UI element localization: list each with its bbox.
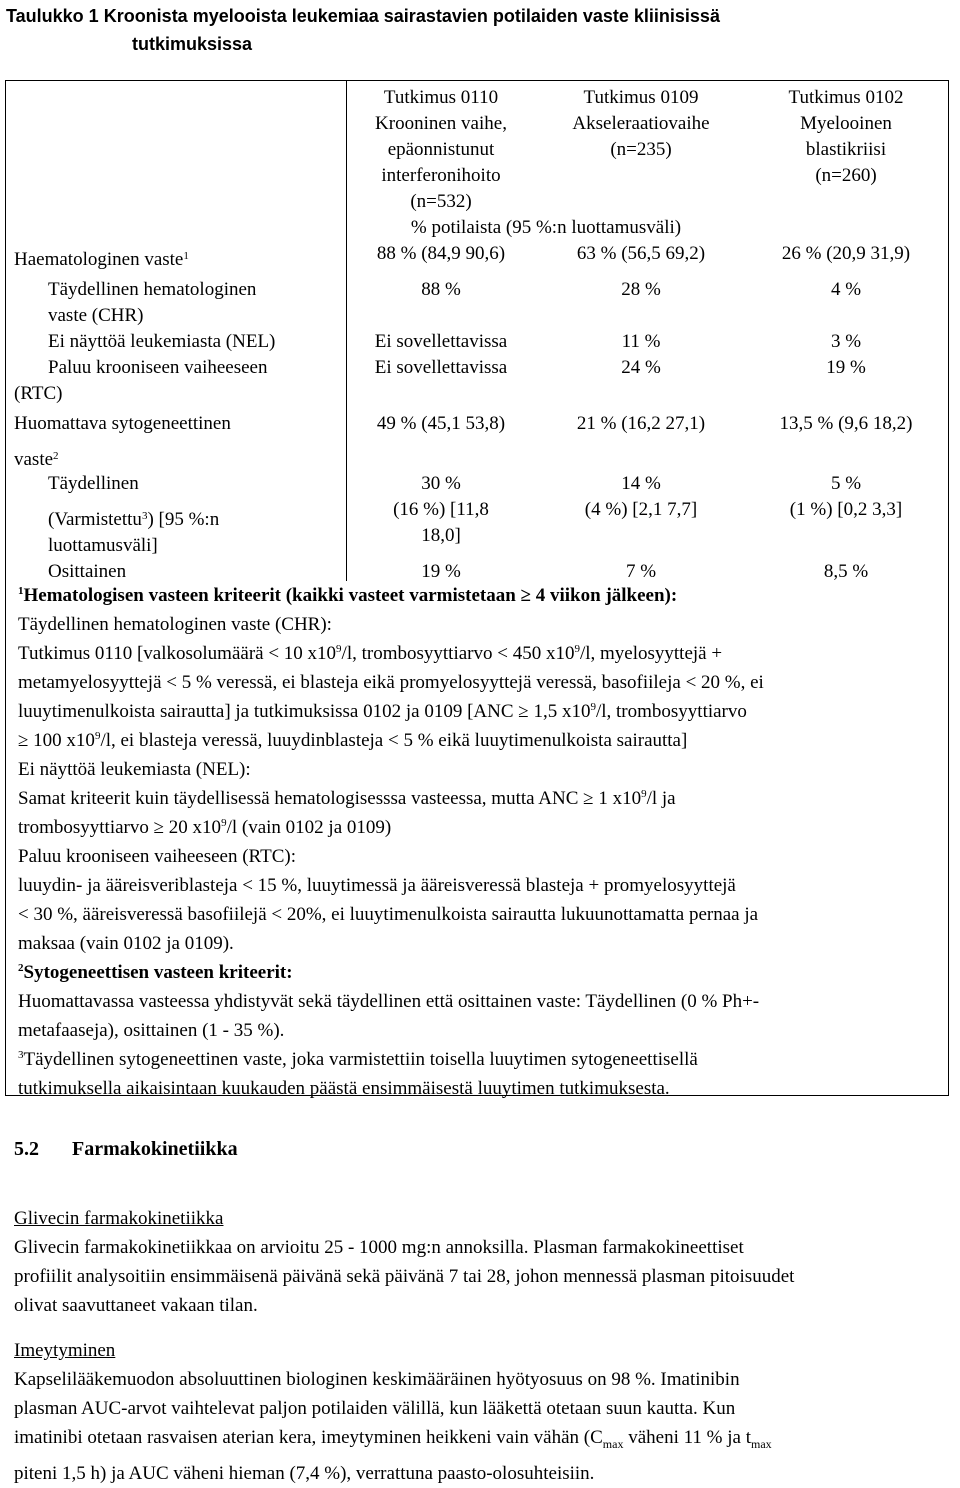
note-line: Paluu krooniseen vaiheeseen (RTC):: [18, 846, 296, 867]
caption-line-2: tutkimuksissa: [132, 34, 253, 54]
cell: 13,5 % (9,6 18,2): [779, 413, 913, 434]
cell: 24 %: [621, 357, 661, 378]
row-label-chr: [48, 277, 256, 329]
note-line: maksaa (vain 0102 ja 0109).: [18, 933, 234, 954]
header-line: Tutkimus 0109: [583, 87, 699, 108]
row-label-rtc: [14, 355, 268, 407]
note-line: Ei näyttöä leukemiasta (NEL):: [18, 759, 251, 780]
cell-line: 5 %: [830, 473, 862, 494]
header-study-0109: [536, 85, 746, 163]
cell: 28 %: [621, 279, 661, 300]
cell-line: (4 %) [2,1 7,7]: [584, 499, 698, 520]
cell: Ei sovellettavissa: [374, 357, 508, 378]
cell: 4 %: [830, 279, 862, 300]
caption-line-1: Taulukko 1 Kroonista myelooista leukemiaa sairastavien potilaiden vaste kliinisissä: [6, 6, 720, 26]
absorption-section: [14, 1336, 954, 1488]
note-line: luuydin- ja ääreisveriblasteja < 15 %, luuytimessä ja ääreisveressä blasteja + promyelosyyttejä: [18, 875, 736, 896]
footnote-marker: 3: [18, 1049, 24, 1061]
note-line: metafaaseja), osittainen (1 - 35 %).: [18, 1020, 285, 1041]
cell: Ei sovellettavissa: [374, 331, 508, 352]
row-label-cytogenetic: [14, 411, 231, 473]
subheader: % potilaista (95 %:n luottamusväli): [410, 217, 682, 238]
cell: 7 %: [625, 561, 657, 582]
table-footnotes: [18, 581, 943, 1103]
label-text: Haematologinen vaste: [14, 249, 184, 270]
response-table: [5, 80, 949, 1099]
footnote-marker: 1: [183, 250, 189, 262]
cell: 19 %: [421, 561, 461, 582]
footnote-3: $^3$Täydellinen sytogeneettinen vaste, joka varmistettiin toisella luuytimen sytogeneettisellä: [18, 1049, 698, 1070]
note-line: tutkimuksella aikaisintaan kuukauden päästä ensimmäisestä luuytimen tutkimuksesta.: [18, 1078, 670, 1099]
note-line: trombosyyttiarvo ≥ 20 $x10^9/l$ (vain 0102 ja 0109): [18, 817, 392, 838]
cell: 88 %: [421, 279, 461, 300]
cell-line: 30 %: [421, 473, 461, 494]
cell: 63 % (56,5 69,2): [576, 243, 706, 264]
note-line: < 30 %, ääreisveressä basofiilejä < 20%, ei luuytimenulkoista sairautta lukuunottamatta pernaa ja: [18, 904, 759, 925]
label-line: Huomattava sytogeneettinen: [14, 413, 231, 434]
note-text: Hematologisen vasteen kriteerit (kaikki vasteet varmistetaan ≥ 4 viikon jälkeen):: [23, 585, 678, 606]
section-number: 5.2: [14, 1138, 39, 1160]
para-line: imatinibi otetaan rasvaisen aterian kera, imeytyminen heikkeni vain vähän ($C_{max}$ väheni 11 % ja $t_{max}$: [14, 1427, 772, 1451]
subheading: Glivecin farmakokinetiikka: [14, 1208, 224, 1229]
header-line: Krooninen vaihe,: [375, 113, 507, 134]
header-line: Myelooinen: [800, 113, 892, 134]
footnote-1-title: [18, 581, 943, 610]
section-title: Farmakokinetiikka: [72, 1138, 238, 1160]
label-text: (Varmistettu: [48, 509, 142, 530]
cell: [746, 471, 946, 523]
row-label-nel: Ei näyttöä leukemiasta (NEL): [48, 331, 276, 352]
label-text: vaste: [14, 449, 54, 470]
cell: 11 %: [621, 331, 661, 352]
header-line: epäonnistunut: [387, 139, 495, 160]
header-line: interferonihoito: [381, 165, 501, 186]
para-line: Glivecin farmakokinetiikkaa on arvioitu 25 - 1000 mg:n annoksilla. Plasman farmakokineettiset: [14, 1237, 744, 1258]
row-label-complete: [48, 471, 219, 559]
row-label-haematological: [14, 247, 189, 273]
label-line: Paluu krooniseen vaiheeseen: [48, 357, 268, 378]
cell: 21 % (16,2 27,1): [576, 413, 706, 434]
para-line: profiilit analysoitiin ensimmäisenä päivänä sekä päivänä 7 tai 28, johon mennessä plasman pitoisuudet: [14, 1266, 795, 1287]
note-line: metamyelosyyttejä < 5 % veressä, ei blasteja eikä promyelosyyttejä veressä, basofiileja < 20 %, ei: [18, 672, 764, 693]
cell-line: (16 %) [11,8: [393, 499, 489, 520]
header-line: (n=235): [610, 139, 672, 160]
section-heading: [14, 1136, 238, 1164]
table-caption: [6, 2, 886, 58]
footnote-marker: 2: [18, 962, 24, 974]
label-line: Täydellinen: [48, 473, 139, 494]
note-line: Tutkimus 0110 [valkosolumäärä < 10 $x10^9/l$, trombosyyttiarvo < 450 $x10^9/l$, myelosyyttejä +: [18, 643, 723, 664]
label-line: vaste (CHR): [48, 305, 144, 326]
label-line: Täydellinen hematologinen: [48, 279, 257, 300]
para-line: plasman AUC-arvot vaihtelevat paljon potilaiden välillä, kun lääkettä otetaan suun kautta. Kun: [14, 1398, 736, 1419]
para-line: olivat saavuttaneet vakaan tilan.: [14, 1295, 258, 1316]
header-line: blastikriisi: [805, 139, 887, 160]
cell: 8,5 %: [823, 561, 869, 582]
header-line: Akseleraatiovaihe: [572, 113, 710, 134]
cell-line: 14 %: [621, 473, 661, 494]
cell: 26 % (20,9 31,9): [781, 243, 911, 264]
footnote-marker: 3: [141, 510, 148, 522]
cell: 88 % (84,9 90,6): [376, 243, 506, 264]
cell: 49 % (45,1 53,8): [376, 413, 506, 434]
label-line: luottamusväli]: [48, 535, 158, 556]
footnote-marker: 1: [18, 585, 24, 597]
header-line: (n=260): [815, 165, 877, 186]
cell: 3 %: [830, 331, 862, 352]
note-line: ≥ 100 $x10^9/l$, ei blasteja veressä, luuydinblasteja < 5 % eikä luuytimenulkoista sairautta]: [18, 730, 688, 751]
cell-line: (1 %) [0,2 3,3]: [789, 499, 903, 520]
cell: [536, 471, 746, 523]
cell: 19 %: [826, 357, 866, 378]
cell-line: 18,0]: [421, 525, 461, 546]
cell: [346, 471, 536, 549]
para-line: piteni 1,5 h) ja AUC väheni hieman (7,4 %), verrattuna paasto-olosuhteisiin.: [14, 1462, 595, 1484]
note-line: Täydellinen hematologinen vaste (CHR):: [18, 614, 332, 635]
para-line: Kapselilääkemuodon absoluuttinen biologinen keskimääräinen hyötyosuus on 98 %. Imatinibin: [14, 1369, 740, 1390]
label-text: ) [95 %:n: [147, 509, 220, 530]
header-study-0102: [746, 85, 946, 189]
note-line: Huomattavassa vasteessa yhdistyvät sekä täydellinen että osittainen vaste: Täydellinen (0 % Ph+-: [18, 991, 760, 1012]
header-study-0110: [346, 85, 536, 215]
footnote-2-title: $^2$Sytogeneettisen vasteen kriteerit:: [18, 962, 293, 983]
label-line: (RTC): [14, 383, 63, 404]
header-line: (n=532): [410, 191, 472, 212]
note-line: luuytimenulkoista sairautta] ja tutkimuksissa 0102 ja 0109 [ANC ≥ 1,5 $x10^9/l$, trombosyyttiarvo: [18, 701, 747, 722]
row-label-partial: Osittainen: [48, 561, 127, 582]
pk-section: [14, 1204, 954, 1320]
footnote-marker: 2: [53, 450, 59, 462]
header-line: Tutkimus 0110: [383, 87, 499, 108]
note-line: Samat kriteerit kuin täydellisessä hematologisesssa vasteessa, mutta ANC ≥ 1 $x10^9/l$ ja: [18, 788, 676, 809]
header-line: Tutkimus 0102: [788, 87, 904, 108]
subheading: Imeytyminen: [14, 1340, 116, 1361]
